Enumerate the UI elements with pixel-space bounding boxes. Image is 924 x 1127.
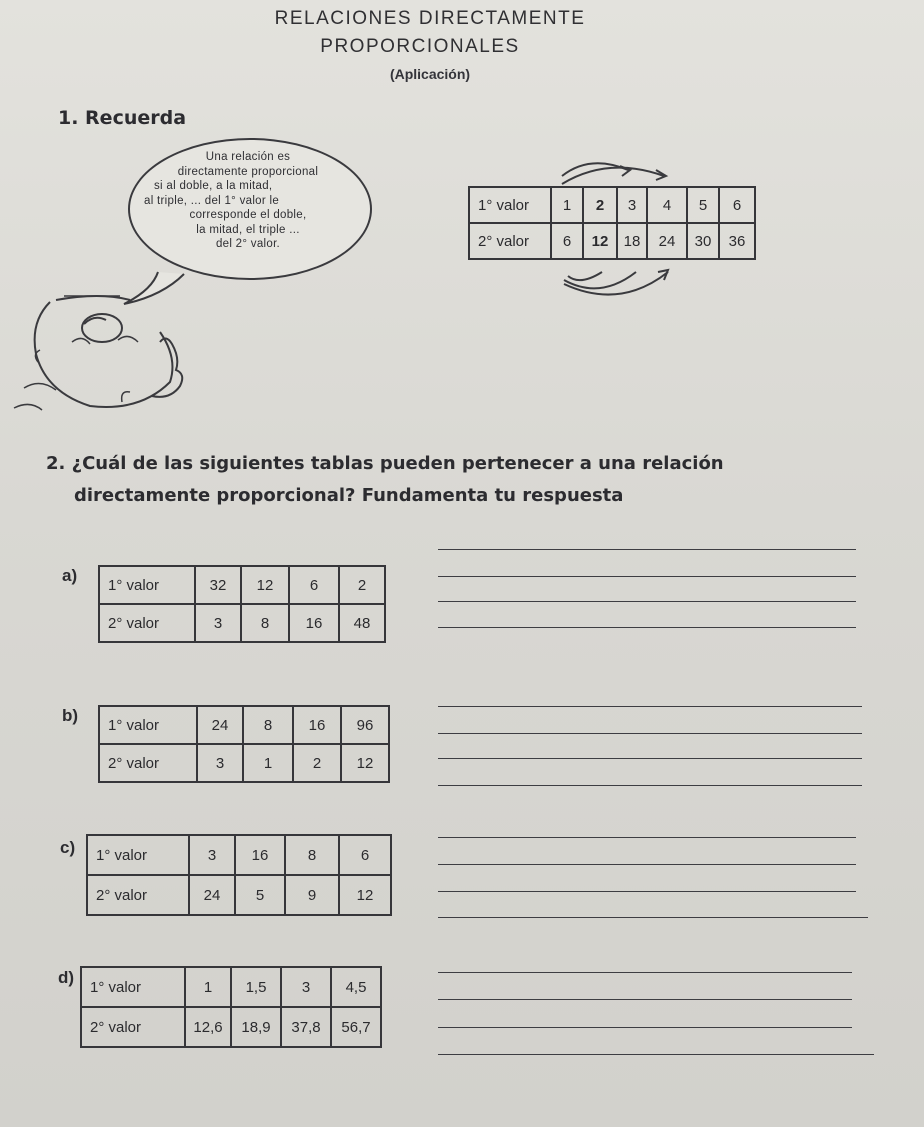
bubble-line: Una relación es	[205, 151, 291, 163]
table-cell: 1,5	[231, 967, 281, 1007]
table-row	[99, 566, 385, 604]
table-cell: 1	[243, 744, 293, 782]
answer-line[interactable]	[438, 627, 856, 628]
table-row	[87, 875, 391, 915]
table-a	[98, 565, 386, 643]
row-label: 1° valor	[469, 187, 551, 223]
table-cell: 5	[235, 875, 285, 915]
table-cell: 12	[241, 566, 289, 604]
table-row	[99, 706, 389, 744]
table-b-letter: b)	[62, 706, 79, 725]
answer-line[interactable]	[438, 1054, 874, 1055]
table-cell: 16	[289, 604, 339, 642]
table-cell: 56,7	[331, 1007, 381, 1047]
table-b	[98, 705, 390, 783]
table-cell: 6	[289, 566, 339, 604]
row-label: 2° valor	[99, 744, 197, 782]
table-cell: 18	[617, 223, 647, 259]
section2-question-line1: 2. ¿Cuál de las siguientes tablas pueden pertenecer a una relación	[46, 453, 724, 474]
table-cell: 5	[687, 187, 719, 223]
table-cell: 6	[719, 187, 755, 223]
table-cell: 3	[195, 604, 241, 642]
table-d-letter: d)	[58, 968, 75, 987]
table-cell: 8	[285, 835, 339, 875]
table-cell: 2	[293, 744, 341, 782]
bubble-line: corresponde el doble,	[189, 209, 307, 221]
answer-line[interactable]	[438, 785, 862, 786]
table-row	[469, 187, 755, 223]
table-cell: 3	[281, 967, 331, 1007]
table-cell: 16	[235, 835, 285, 875]
table-cell: 36	[719, 223, 755, 259]
table-cell: 24	[189, 875, 235, 915]
table-cell: 24	[197, 706, 243, 744]
bubble-line: la mitad, el triple ...	[196, 223, 300, 236]
table-cell: 37,8	[281, 1007, 331, 1047]
section2-question-line2: directamente proporcional? Fundamenta tu respuesta	[74, 485, 624, 506]
table-row	[81, 1007, 381, 1047]
bubble-line: si al doble, a la mitad,	[154, 180, 273, 192]
bubble-line: directamente proporcional	[177, 165, 319, 178]
table-cell: 48	[339, 604, 385, 642]
table-c	[86, 834, 392, 916]
table-row	[469, 223, 755, 259]
table-cell: 2	[583, 187, 617, 223]
table-cell: 3	[189, 835, 235, 875]
row-label: 1° valor	[99, 566, 195, 604]
table-cell: 6	[339, 835, 391, 875]
table-d	[80, 966, 382, 1048]
row-label: 2° valor	[81, 1007, 185, 1047]
table-cell: 1	[551, 187, 583, 223]
bubble-text	[140, 150, 356, 252]
table-cell: 24	[647, 223, 687, 259]
table-row	[99, 744, 389, 782]
table-cell: 18,9	[231, 1007, 281, 1047]
table-row	[81, 967, 381, 1007]
answer-line[interactable]	[438, 576, 856, 577]
answer-line[interactable]	[438, 733, 862, 734]
reference-table	[468, 186, 756, 260]
answer-line[interactable]	[438, 999, 852, 1000]
table-cell: 9	[285, 875, 339, 915]
table-a-letter: a)	[62, 566, 78, 585]
table-cell: 16	[293, 706, 341, 744]
table-cell: 96	[341, 706, 389, 744]
answer-line[interactable]	[438, 891, 856, 892]
table-row	[87, 835, 391, 875]
answer-line[interactable]	[438, 972, 852, 973]
table-cell: 4,5	[331, 967, 381, 1007]
answer-line[interactable]	[438, 549, 856, 550]
table-cell: 12,6	[185, 1007, 231, 1047]
row-label: 2° valor	[469, 223, 551, 259]
table-cell: 32	[195, 566, 241, 604]
row-label: 2° valor	[99, 604, 195, 642]
bubble-line: al triple, ... del 1° valor le	[144, 194, 280, 207]
table-row	[99, 604, 385, 642]
answer-line[interactable]	[438, 1027, 852, 1028]
table-cell: 2	[339, 566, 385, 604]
row-label: 1° valor	[99, 706, 197, 744]
table-cell: 12	[339, 875, 391, 915]
table-cell: 12	[341, 744, 389, 782]
answer-line[interactable]	[438, 758, 862, 759]
bubble-line: del 2° valor.	[215, 238, 281, 250]
page-title-line2: PROPORCIONALES	[320, 36, 520, 57]
answer-line[interactable]	[438, 864, 856, 865]
row-label: 1° valor	[81, 967, 185, 1007]
page-subtitle: (Aplicación)	[389, 66, 471, 82]
table-c-letter: c)	[60, 838, 76, 857]
table-cell: 12	[583, 223, 617, 259]
table-cell: 8	[241, 604, 289, 642]
table-cell: 1	[185, 967, 231, 1007]
row-label: 2° valor	[87, 875, 189, 915]
answer-line[interactable]	[438, 917, 868, 918]
section1-title: 1. Recuerda	[58, 107, 187, 129]
table-cell: 3	[197, 744, 243, 782]
row-label: 1° valor	[87, 835, 189, 875]
table-cell: 3	[617, 187, 647, 223]
cartoon-character-illustration	[10, 262, 210, 422]
answer-line[interactable]	[438, 837, 856, 838]
table-cell: 30	[687, 223, 719, 259]
page-title-line1: RELACIONES DIRECTAMENTE	[274, 8, 586, 29]
table-cell: 4	[647, 187, 687, 223]
answer-line[interactable]	[438, 706, 862, 707]
table-cell: 6	[551, 223, 583, 259]
table-cell: 8	[243, 706, 293, 744]
answer-line[interactable]	[438, 601, 856, 602]
